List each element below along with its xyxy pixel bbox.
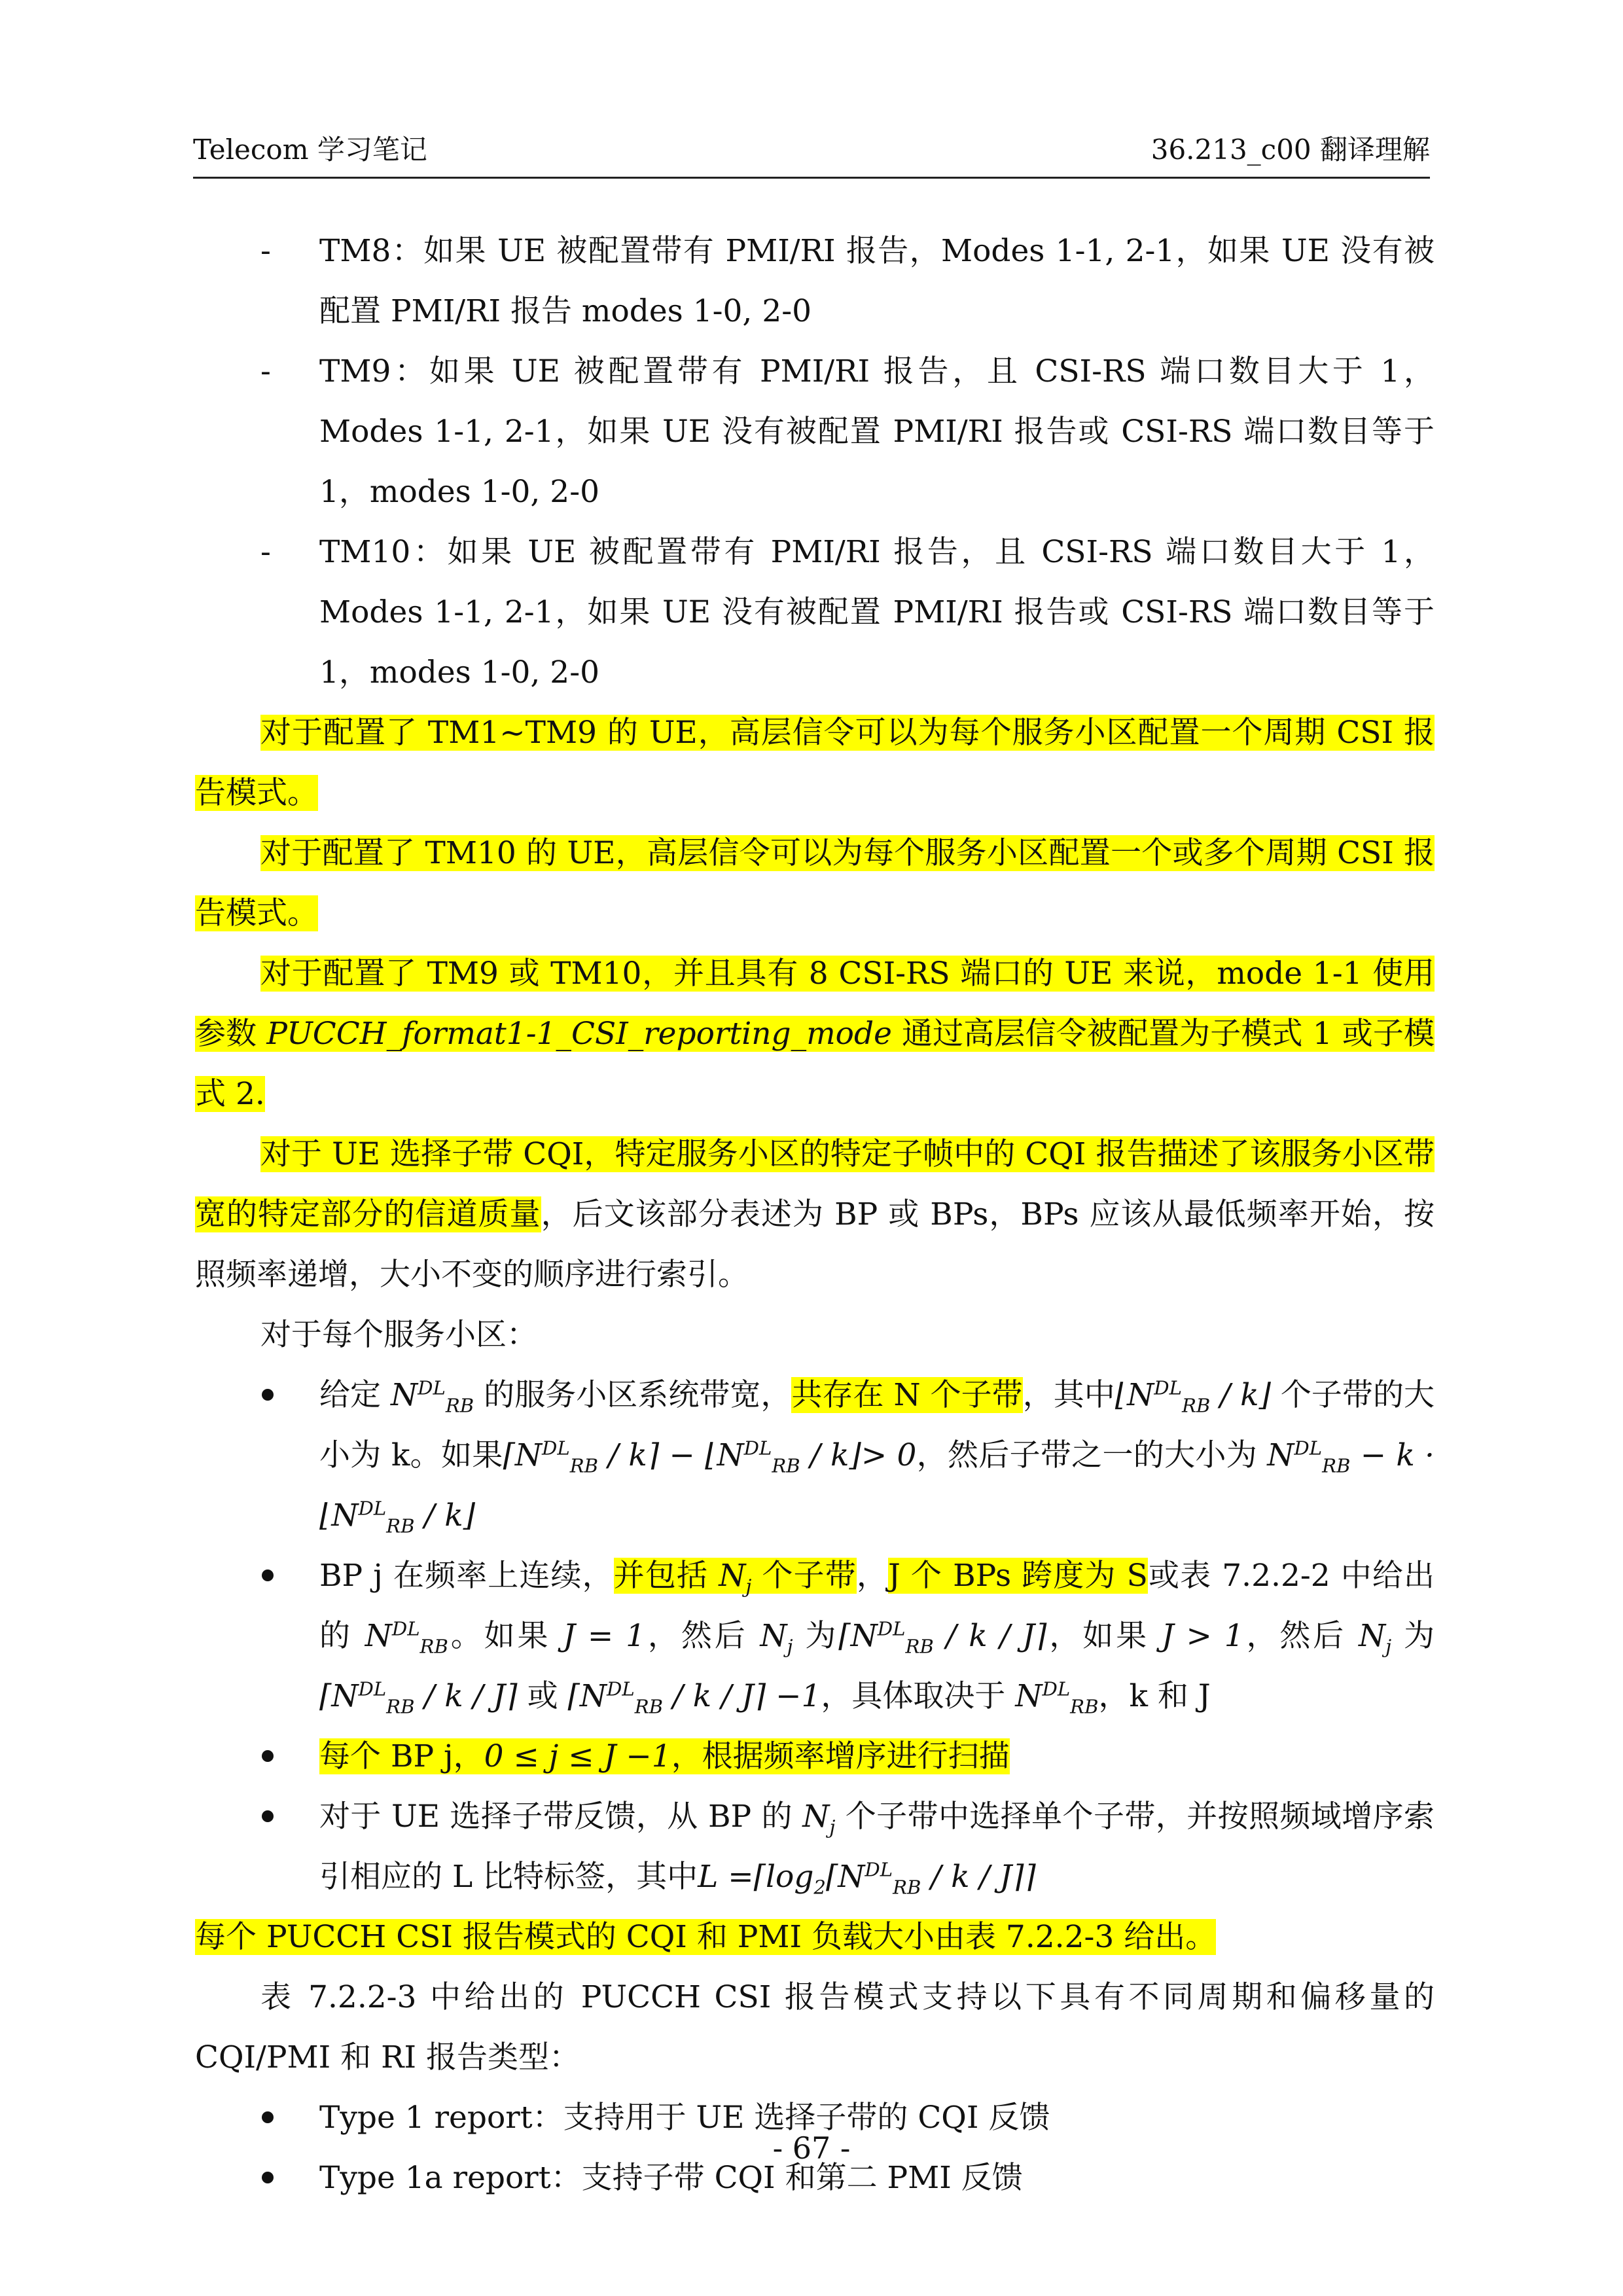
text-span: Type 1 report：支持用于 UE 选择子带的 CQI 反馈 [319,2100,1050,2136]
text-span: 对于每个服务小区： [260,1317,537,1353]
math-ceil-n-over-k-j: $⌈N^{DL}_{RB}$ / k / J⌉ [838,1617,1047,1658]
text-span: 为 [793,1618,839,1654]
text-span: ，后文该部分表述为 BP 或 BPs，BPs 应该从最低频率开始，按照频率递增，大小不变的顺序进行索引。 [195,1196,1435,1293]
paragraph-report-types [195,1967,1435,2088]
bullet-icon [262,1750,274,1762]
text-span: 的服务小区系统带宽， [474,1377,792,1413]
text-span: 对于 UE 选择子带反馈，从 BP 的 [319,1799,803,1835]
paragraph-csi-rs-8port [195,944,1435,1124]
text-span: 或 [517,1678,558,1714]
text-span: 或表 7.2.2-2 中给出的 [319,1558,1435,1654]
highlighted-text: 共存在 N 个子带 [791,1377,1023,1413]
dash-item-tm8 [195,221,1435,342]
text-span: ， [856,1558,888,1594]
document-body [195,221,1435,2208]
bullet-icon [262,2111,274,2123]
math-last-subband-size: $N^{DL}_{RB} - k$ · $⌊N^{DL}_{RB}$ / k⌋ [319,1437,1435,1537]
paragraph-tm10 [195,823,1435,944]
paragraph-payload-size [195,1907,1435,1967]
highlighted-text: 对于配置了 TM1~TM9 的 UE，高层信令可以为每个服务小区配置一个周期 CSI 报告模式。 [195,715,1435,811]
math-n-j: $N_j$ [802,1799,836,1839]
parameter-name: PUCCH_format1-1_CSI_reporting_mode [266,1016,892,1052]
math-j-equals-1: J = 1 [563,1618,646,1654]
highlighted-text: 并包括 $N_j$ 个子带 [613,1558,857,1598]
math-ceil-n-over-k-j: $⌈N^{DL}_{RB}$ / k / J⌉ [319,1677,518,1718]
math-n-dl-rb: $N^{DL}_{RB}$ [391,1376,474,1417]
paragraph-tm1-tm9 [195,703,1435,823]
math-n-dl-rb: $N^{DL}_{RB}$ [365,1617,448,1658]
highlighted-text: 对于配置了 TM10 的 UE，高层信令可以为每个服务小区配置一个或多个周期 CSI 报告模式。 [195,835,1435,931]
math-n-j: $N_j$ [760,1618,793,1658]
dash-item-text: TM10：如果 UE 被配置带有 PMI/RI 报告，且 CSI-RS 端口数目大于 1，Modes 1-1, 2-1，如果 UE 没有被配置 PMI/RI 报告或 CSI-RS 端口数目等于 1，modes 1-0, 2-0 [319,534,1435,691]
text-span: ，然后 [1243,1618,1359,1654]
text-span: 个子带中选择单个子带，并按照频域增序索引相应的 L 比特标签，其中 [319,1799,1435,1895]
text-span: 。如果 [448,1618,563,1654]
math-l-formula: $L =⌈\log_2⌈N^{DL}_{RB} / k$ / J⌉⌉ [698,1858,1036,1899]
dash-item-tm9 [195,342,1435,522]
paragraph-each-serving-cell [195,1305,1435,1365]
highlighted-text [195,956,1435,1112]
highlighted-text: J 个 BPs 跨度为 S [887,1558,1148,1594]
math-floor-n-over-k: $⌊N^{DL}_{RB}$ / k⌋ [1115,1376,1271,1417]
text-span: ，然后子带之一的大小为 [916,1437,1268,1473]
text-span: ，k 和 J [1098,1678,1211,1714]
bullet-item-subband-size [195,1365,1435,1546]
dash-item-text: TM9：如果 UE 被配置带有 PMI/RI 报告，且 CSI-RS 端口数目大于 1，Modes 1-1, 2-1，如果 UE 没有被配置 PMI/RI 报告或 CSI-RS 端口数目等于 1，modes 1-0, 2-0 [319,353,1435,510]
text-span: 为 [1391,1618,1435,1654]
bullet-item-ue-selected-feedback [195,1787,1435,1907]
math-n-j: $N_j$ [1358,1618,1392,1658]
paragraph-ue-selected-subband [195,1124,1435,1305]
bullet-icon [262,1810,274,1822]
text-span: ，然后 [645,1618,760,1654]
header-right-title: 36.213_c00 翻译理解 [1150,134,1430,166]
highlighted-text: 对于 UE 选择子带 CQI，特定服务小区的特定子帧中的 CQI 报告描述了该服务小区带宽的特定部分的信道质量 [195,1136,1435,1232]
bullet-item-bandwidth-part [195,1546,1435,1727]
math-ceil-minus-floor: $⌈N^{DL}_{RB}$ / k⌉ − $⌊N^{DL}_{RB}$ / k⌋> 0 [503,1437,917,1477]
dash-marker: - [260,233,271,269]
text-span: BP j 在频率上连续， [319,1558,614,1594]
text-span: 通过高层信令被配置为子模式 1 或子模式 2. [195,1016,1435,1112]
text-span: 个子带的大小为 k。如果 [319,1377,1435,1473]
bullet-icon [262,1570,274,1581]
bullet-item-bp-scan [195,1727,1435,1787]
math-ceil-minus-1: $⌈N^{DL}_{RB}$ / k / J⌉ −1 [567,1677,821,1718]
dash-marker: - [260,534,271,570]
math-n-dl-rb: $N^{DL}_{RB}$ [1015,1677,1099,1718]
text-span: 对于配置了 TM9 或 TM10，并且具有 8 CSI-RS 端口的 UE 来说，mode 1-1 使用参数 [195,956,1435,1052]
text-span: Type 1a report：支持子带 CQI 和第二 PMI 反馈 [319,2160,1023,2196]
highlighted-text: 每个 PUCCH CSI 报告模式的 CQI 和 PMI 负载大小由表 7.2.2-3 给出。 [195,1919,1217,1955]
text-span: ，具体取决于 [821,1678,1016,1714]
bullet-icon [262,1389,274,1401]
text-span: 给定 [319,1377,391,1413]
text-span: ，其中 [1022,1377,1115,1413]
text-span: ，如果 [1046,1618,1162,1654]
math-j-greater-1: J > 1 [1161,1618,1244,1654]
dash-marker: - [260,353,271,389]
highlighted-text: 每个 BP j，0 ≤ j ≤ J −1，根据频率增序进行扫描 [319,1738,1010,1774]
header-left-title: Telecom 学习笔记 [193,134,427,166]
dash-item-tm10 [195,522,1435,703]
page-number: - 67 - [772,2130,851,2166]
page-header [193,131,1430,179]
text-span: 表 7.2.2-3 中给出的 PUCCH CSI 报告模式支持以下具有不同周期和偏移量的 CQI/PMI 和 RI 报告类型： [195,1979,1435,2075]
bullet-icon [262,2172,274,2183]
dash-item-text: TM8：如果 UE 被配置带有 PMI/RI 报告，Modes 1-1, 2-1，如果 UE 没有被配置 PMI/RI 报告 modes 1-0, 2-0 [319,233,1435,329]
